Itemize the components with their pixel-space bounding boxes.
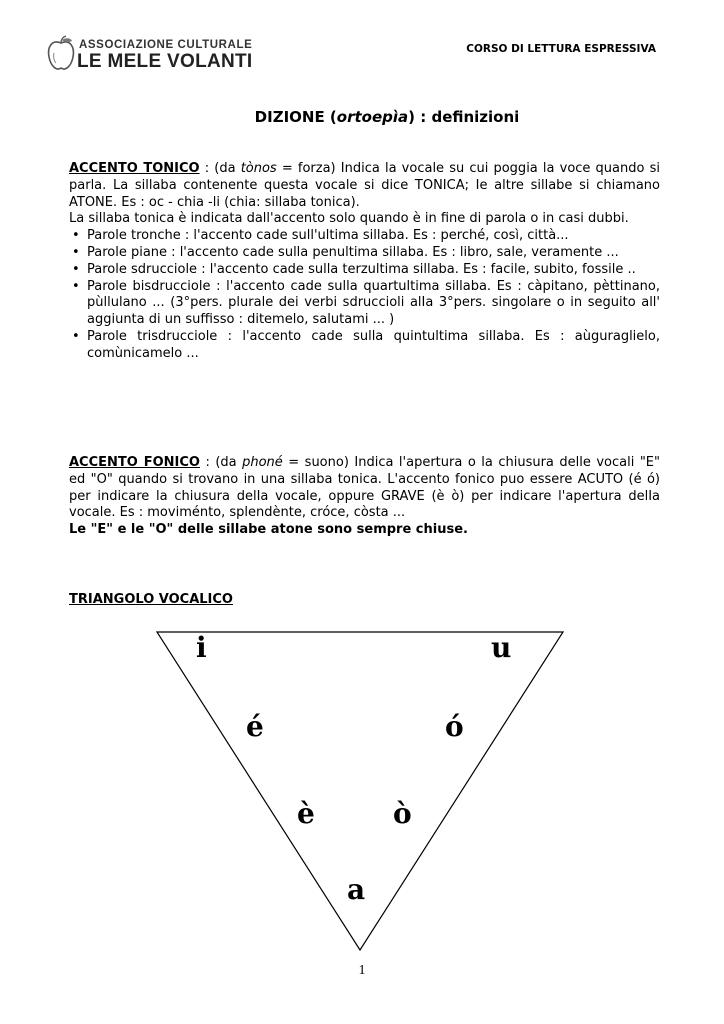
fonico-def-b: = suono) Indica l'apertura o la chiusura delle vocali "E" ed "O" quando si trovano in una sillaba tonica. L'accento fonico puo essere ACUTO (é ó) per indicare la chiusura delIa vocale, oppure GRAVE (è ò) per indicare l'apertura delIa vocale. Es : moviménto, splendènte, cróce, còsta ... [69,455,660,521]
list-item: • Parole piane : l'accento cade sulla penultima sillaba. Es : libro, sale, veramente ... [69,245,660,262]
logo-line-name: LE MELE VOLANTI [77,51,253,72]
vowel-o-acute: ó [445,710,464,743]
vowel-e-acute: é [246,710,264,743]
triangle-title: TRIANGOLO VOCALICO [69,592,233,607]
title-suffix: ) : definizioni [408,108,520,126]
vowel-i: i [196,631,207,664]
fonico-term: ACCENTO FONICO [69,455,200,470]
title-prefix: DIZIONE ( [254,108,337,126]
tonico-term: ACCENTO TONICO [69,161,200,176]
tonico-note: La sillaba tonica è indicata dall'accento solo quando è in fine di parola o in casi dubbi. [69,211,629,227]
course-title: CORSO DI LETTURA ESPRESSIVA [466,43,656,55]
fonico-rule: Le "E" e le "O" delle sillabe atone sono sempre chiuse. [69,522,468,538]
tonico-def-italic: tònos [240,161,277,176]
page-number: 1 [358,963,366,978]
tonico-def-b: = forza) Indica la vocale su cui poggia la voce quando si parla. La sillaba contenente questa vocale si dice TONICA; Ie altre sillabe si chiamano ATONE. Es : oc - chia -li (chia: sillaba tonica). [69,161,660,210]
title-italic: ortoepìa [336,108,409,126]
list-item: • Parole sdrucciole : l'accento cade sulla terzultima sillaba. Es : facile, subito, fossile .. [69,262,660,279]
fonico-def-a: : (da [199,455,243,470]
list-item: • Parole trisdrucciole : l'accento cade sulla quintultima sillaba. Es : aùguraglielo, comùnicamelo ... [69,329,660,363]
tonico-def-a: : (da [199,161,241,176]
list-item: • Parole bisdrucciole : l'accento cade sulla quartultima sillaba. Es : càpitano, pèttinano, pùllulano ... (3°pers. plurale dei verbi sdruccioli alIa 3°pers. singolare o in seguito all' aggiunta di un suffisso : ditemelo, salutami ... ) [69,279,660,329]
vowel-e-grave: è [297,797,315,830]
logo-line-association: ASSOCIAZIONE CULTURALE [79,39,253,51]
vowel-u: u [491,631,512,664]
vowel-a: a [347,873,366,906]
list-item: • Parole tronche : l'accento cade sull'ultima sillaba. Es : perché, così, città... [69,228,660,245]
vowel-o-grave: ò [393,797,412,830]
fonico-def-italic: phoné [242,455,283,470]
